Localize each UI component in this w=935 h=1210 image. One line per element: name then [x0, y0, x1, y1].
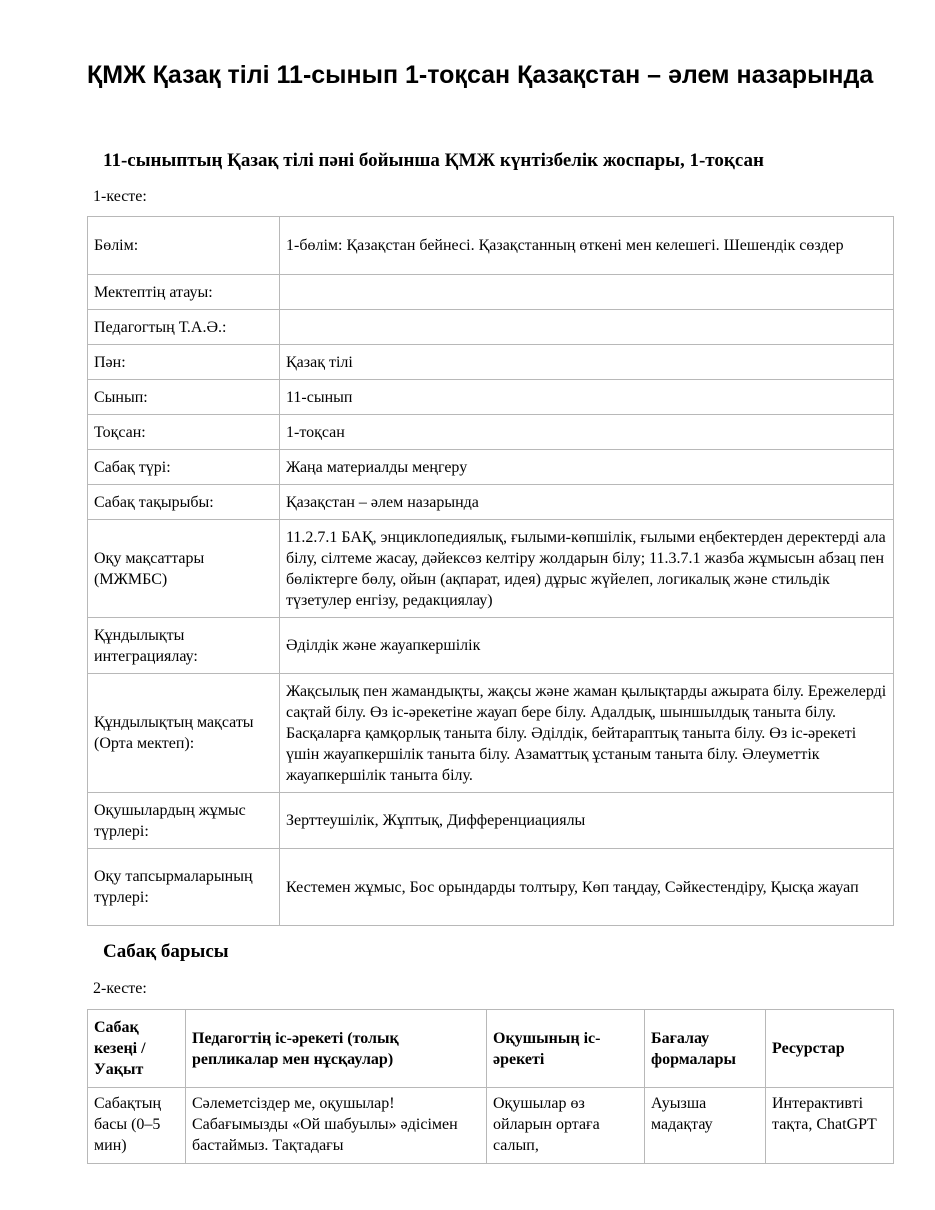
column-header-resources: Ресурстар [766, 1010, 894, 1088]
row-value [280, 275, 894, 310]
row-label: Пән: [88, 345, 280, 380]
table-row [88, 849, 894, 926]
table-row [88, 310, 894, 345]
table1-caption: 1-кесте: [93, 188, 147, 205]
table-row [88, 674, 894, 793]
table-row [88, 275, 894, 310]
table2-caption: 2-кесте: [93, 980, 147, 997]
row-label: Сабақ түрі: [88, 450, 280, 485]
row-value: 1-тоқсан [280, 415, 894, 450]
table-row [88, 415, 894, 450]
row-value: 1-бөлім: Қазақстан бейнесі. Қазақстанның өткені мен келешегі. Шешендік сөздер [280, 217, 894, 275]
column-header-assessment: Бағалау формалары [645, 1010, 766, 1088]
section2-heading: Сабақ барысы [103, 941, 229, 962]
cell-student-activity: Оқушылар өз ойларын ортаға салып, [487, 1088, 645, 1164]
row-label: Оқушылардың жұмыс түрлері: [88, 793, 280, 849]
row-label: Тоқсан: [88, 415, 280, 450]
row-label: Педагогтың Т.А.Ә.: [88, 310, 280, 345]
row-label: Оқу мақсаттары (МЖМБС) [88, 520, 280, 618]
table-row [88, 485, 894, 520]
table-header-row [88, 1010, 894, 1088]
row-label: Мектептің атауы: [88, 275, 280, 310]
column-header-student-activity: Оқушының іс-әрекеті [487, 1010, 645, 1088]
table-row [88, 1088, 894, 1164]
row-value: Қазақ тілі [280, 345, 894, 380]
row-value: Әділдік және жауапкершілік [280, 618, 894, 674]
row-value: Зерттеушілік, Жұптық, Дифференциациялы [280, 793, 894, 849]
row-label: Сабақ тақырыбы: [88, 485, 280, 520]
row-value: Қазақстан – әлем назарында [280, 485, 894, 520]
row-value: 11-сынып [280, 380, 894, 415]
row-label: Құндылықтың мақсаты (Орта мектеп): [88, 674, 280, 793]
cell-stage: Сабақтың басы (0–5 мин) [88, 1088, 186, 1164]
table-row [88, 618, 894, 674]
row-value: Жақсылық пен жамандықты, жақсы және жаман қылықтарды ажырата білу. Ережелерді сақтай білу. Өз іс-әрекетіне жауап бере білу. Адалдық, шыншылдық таныта білу. Басқаларға қамқорлық таныта білу. Әділдік, бейтараптық таныта білу. Өз іс-әрекеті үшін жауапкершілік таныта білу. Азаматтық ұстаным таныта білу. Әлеуметтік жауапкершілік таныта білу. [280, 674, 894, 793]
row-value [280, 310, 894, 345]
row-value: Кестемен жұмыс, Бос орындарды толтыру, Көп таңдау, Сәйкестендіру, Қысқа жауап [280, 849, 894, 926]
row-label: Оқу тапсырмаларының түрлері: [88, 849, 280, 926]
section1-heading: 11-сыныптың Қазақ тілі пәні бойынша ҚМЖ күнтізбелік жоспары, 1-тоқсан [103, 150, 764, 171]
table-row [88, 520, 894, 618]
table-row [88, 450, 894, 485]
table-row [88, 217, 894, 275]
row-label: Құндылықты интеграциялау: [88, 618, 280, 674]
table-row [88, 380, 894, 415]
document-title: ҚМЖ Қазақ тілі 11-сынып 1-тоқсан Қазақстан – әлем назарында [87, 61, 874, 89]
row-label: Бөлім: [88, 217, 280, 275]
cell-teacher-activity: Сәлеметсіздер ме, оқушылар! Сабағымызды «Ой шабуылы» әдісімен бастаймыз. Тақтадағы [186, 1088, 487, 1164]
cell-assessment: Ауызша мадақтау [645, 1088, 766, 1164]
row-value: Жаңа материалды меңгеру [280, 450, 894, 485]
column-header-stage: Сабақ кезеңі / Уақыт [88, 1010, 186, 1088]
column-header-teacher-activity: Педагогтің іс-әрекеті (толық репликалар мен нұсқаулар) [186, 1010, 487, 1088]
table-row [88, 345, 894, 380]
row-value: 11.2.7.1 БАҚ, энциклопедиялық, ғылыми-көпшілік, ғылыми еңбектерден деректерді ала білу, сілтеме жасау, дәйексөз келтіру жолдарын білу; 11.3.7.1 жазба жұмысын абзац пен бөліктерге бөлу, ойын (ақпарат, идея) дұрыс жүйелеп, логикалық және стильдік түзетулер енгізу, редакциялау) [280, 520, 894, 618]
lesson-info-table [87, 216, 894, 926]
cell-resources: Интерактивті тақта, ChatGPT [766, 1088, 894, 1164]
row-label: Сынып: [88, 380, 280, 415]
lesson-flow-table [87, 1009, 894, 1164]
table-row [88, 793, 894, 849]
